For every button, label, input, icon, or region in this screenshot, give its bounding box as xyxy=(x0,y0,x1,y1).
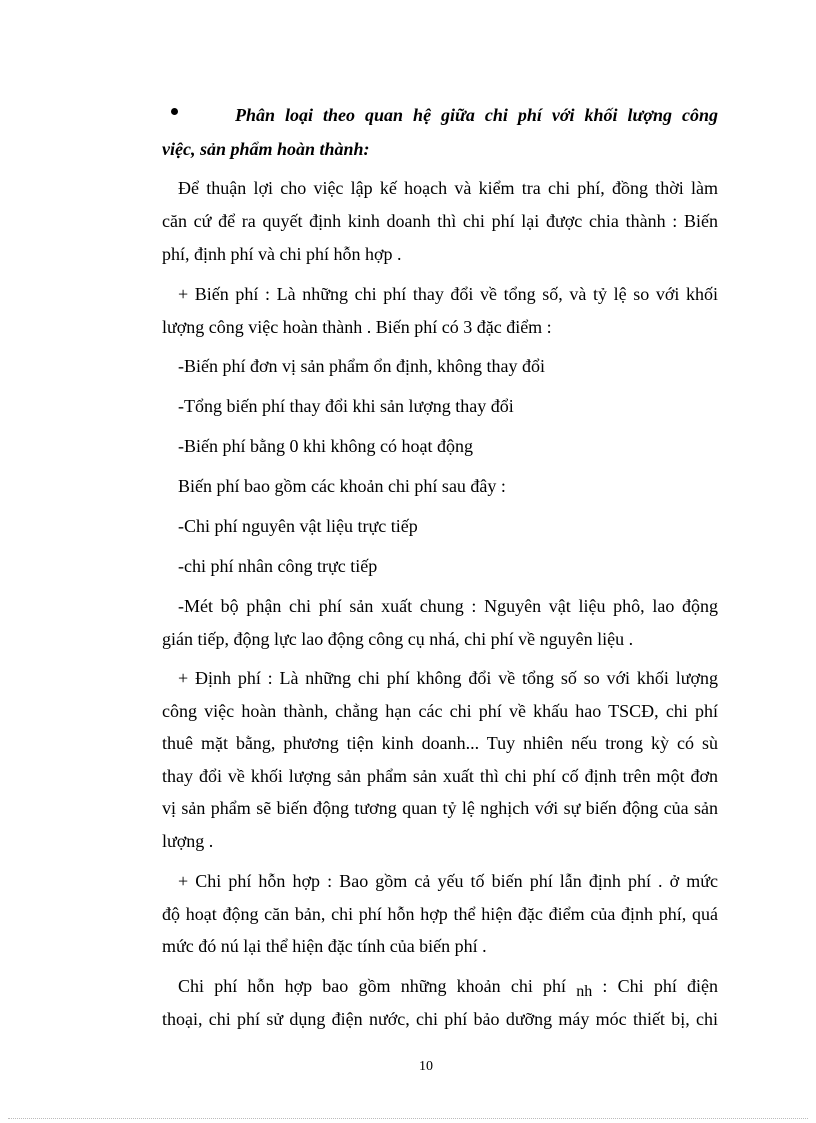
page-number: 10 xyxy=(419,1059,433,1074)
hon-hop-line-1: + Chi phí hỗn hợp : Bao gồm cả yếu tố biến phí lẫn định phí . ở mức xyxy=(178,871,718,891)
hon-hop-line-3: mức đó nú lại thể hiện đặc tính của biến phí . xyxy=(162,936,487,956)
bien-phi-line-2: lượng công việc hoàn thành . Biến phí có 3 đặc điểm : xyxy=(162,317,552,337)
section-heading-line2: việc, sản phẩm hoàn thành: xyxy=(162,139,370,159)
dinh-phi-line-6: lượng . xyxy=(162,831,214,851)
section-heading-line1: Phân loại theo quan hệ giữa chi phí với khối lượng công xyxy=(235,105,718,125)
hon-hop-line-2: độ hoạt động căn bản, chi phí hỗn hợp thể hiện đặc điểm của định phí, quá xyxy=(162,904,718,924)
intro-line-3: phí, định phí và chi phí hỗn hợp . xyxy=(162,244,402,264)
dinh-phi-line-3: thuê mặt bằng, phương tiện kinh doanh... Tuy nhiên nếu trong kỳ có sù xyxy=(162,733,718,753)
dinh-phi-line-5: vị sản phẩm sẽ biến động tương quan tỷ lệ nghịch với sự biến động của sản xyxy=(162,798,718,818)
feature-item: -Biến phí bằng 0 khi không có hoạt động xyxy=(178,436,473,456)
intro-line-1: Để thuận lợi cho việc lập kế hoạch và kiểm tra chi phí, đồng thời làm xyxy=(178,178,718,198)
includes-item: -chi phí nhân công trực tiếp xyxy=(178,556,378,576)
bullet-icon xyxy=(171,108,178,115)
hon-hop-list-line-1 xyxy=(178,974,718,1000)
hon-hop-list-text: Chi phí hỗn hợp bao gồm những khoản chi phí xyxy=(178,976,567,996)
page-bottom-divider xyxy=(8,1118,808,1119)
mot-bo-phan-line-2: gián tiếp, động lực lao động công cụ nhá, chi phí về nguyên liệu . xyxy=(162,629,634,649)
includes-item: -Chi phí nguyên vật liệu trực tiếp xyxy=(178,516,418,536)
hon-hop-list-text-end: : Chi phí điện xyxy=(602,976,719,996)
includes-title: Biến phí bao gồm các khoản chi phí sau đây : xyxy=(178,476,506,496)
mot-bo-phan-line-1: -Mét bộ phận chi phí sản xuất chung : Nguyên vật liệu phô, lao động xyxy=(178,596,718,616)
subscript-text: nh xyxy=(576,983,593,1000)
feature-item: -Biến phí đơn vị sản phẩm ổn định, không thay đổi xyxy=(178,356,545,376)
dinh-phi-line-2: công việc hoàn thành, chẳng hạn các chi phí về khấu hao TSCĐ, chi phí xyxy=(162,701,718,721)
bien-phi-line-1: + Biến phí : Là những chi phí thay đổi về tổng số, và tỷ lệ so với khối xyxy=(178,284,718,304)
dinh-phi-line-1: + Định phí : Là những chi phí không đổi về tổng số so với khối lượng xyxy=(178,668,718,688)
intro-line-2: căn cứ để ra quyết định kinh doanh thì chi phí lại được chia thành : Biến xyxy=(162,211,718,231)
feature-item: -Tổng biến phí thay đổi khi sản lượng thay đổi xyxy=(178,396,514,416)
dinh-phi-line-4: thay đổi về khối lượng sản phẩm sản xuất thì chi phí cố định trên một đơn xyxy=(162,766,718,786)
hon-hop-list-line-2: thoại, chi phí sử dụng điện nước, chi phí bảo dưỡng máy móc thiết bị, chi xyxy=(162,1009,718,1029)
